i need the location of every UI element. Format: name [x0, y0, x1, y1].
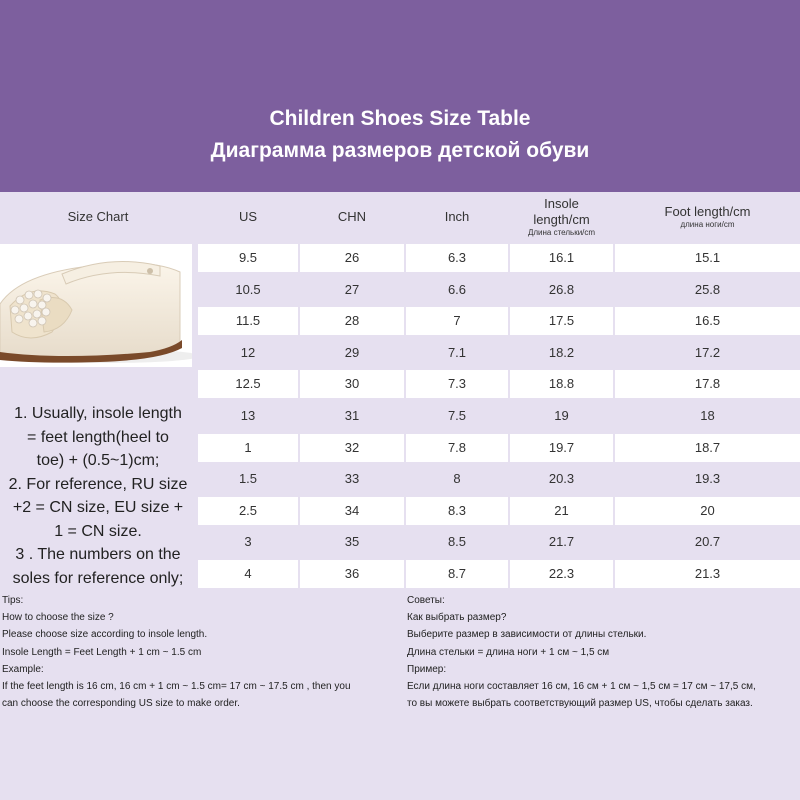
cell-foot: 18.7 [615, 434, 800, 462]
cell-us: 9.5 [198, 244, 298, 272]
title-russian: Диаграмма размеров детской обуви [210, 139, 590, 162]
cell-foot: 25.8 [615, 276, 800, 304]
cell-chn: 35 [300, 528, 404, 556]
tip-line: Длина стельки = длина ноги + 1 см ~ 1,5 см [407, 646, 610, 658]
cell-insole: 19.7 [510, 434, 613, 462]
tip-line: Пример: [407, 663, 447, 675]
size-notes [0, 370, 196, 592]
cell-chn: 34 [300, 497, 404, 525]
cell-chn: 30 [300, 370, 404, 398]
cell-foot: 20.7 [615, 528, 800, 556]
note-line: soles for reference only; [12, 569, 184, 587]
note-line: 2. For reference, RU size [8, 475, 188, 493]
header-inch: Inch [406, 192, 508, 242]
tip-line: can choose the corresponding US size to make order. [2, 698, 240, 710]
tip-line: Please choose size according to insole length. [2, 629, 208, 641]
cell-foot: 16.5 [615, 307, 800, 335]
cell-insole: 18.8 [510, 370, 613, 398]
header-chn: CHN [300, 192, 404, 242]
tip-line: Insole Length = Feet Length + 1 cm ~ 1.5 cm [2, 646, 202, 658]
tip-line: Советы: [407, 595, 445, 606]
cell-insole: 26.8 [510, 276, 613, 304]
cell-us: 1.5 [198, 465, 298, 493]
cell-foot: 17.8 [615, 370, 800, 398]
cell-insole: 16.1 [510, 244, 613, 272]
cell-us: 4 [198, 560, 298, 588]
note-line: 1. Usually, insole length [14, 405, 182, 422]
note-line: = feet length(heel to [27, 428, 169, 446]
cell-insole: 18.2 [510, 339, 613, 367]
cell-us: 1 [198, 434, 298, 462]
cell-insole: 21 [510, 497, 613, 525]
header-us: US [198, 192, 298, 242]
cell-inch: 7.3 [406, 370, 508, 398]
cell-us: 3 [198, 528, 298, 556]
cell-insole: 19 [510, 402, 613, 430]
cell-chn: 31 [300, 402, 404, 430]
cell-foot: 18 [615, 402, 800, 430]
title-banner [0, 0, 800, 192]
tip-line: то вы можете выбрать соответствующий размер US, чтобы сделать заказ. [407, 698, 753, 710]
cell-inch: 7.8 [406, 434, 508, 462]
cell-insole: 22.3 [510, 560, 613, 588]
cell-us: 2.5 [198, 497, 298, 525]
note-line: +2 = CN size, EU size + [12, 499, 184, 516]
cell-insole: 20.3 [510, 465, 613, 493]
cell-chn: 32 [300, 434, 404, 462]
tip-line: Как выбрать размер? [407, 612, 507, 624]
cell-inch: 8.5 [406, 528, 508, 556]
cell-foot: 21.3 [615, 560, 800, 588]
cell-insole: 21.7 [510, 528, 613, 556]
tips-section [0, 592, 800, 800]
cell-insole: 17.5 [510, 307, 613, 335]
cell-inch: 7.5 [406, 402, 508, 430]
tip-line: Example: [2, 663, 44, 675]
header-insole: Insole length/cm Длина стельки/cm [510, 192, 613, 242]
cell-us: 10.5 [198, 276, 298, 304]
header-size-chart: Size Chart [0, 192, 196, 242]
header-foot: Foot length/cm длина ноги/cm [615, 192, 800, 242]
note-line: toe) + (0.5~1)cm; [36, 452, 160, 469]
cell-inch: 7 [406, 307, 508, 335]
tips-english [2, 592, 402, 712]
cell-inch: 6.3 [406, 244, 508, 272]
title-english: Children Shoes Size Table [269, 107, 531, 130]
tip-line: Tips: [2, 595, 24, 606]
tip-line: Выберите размер в зависимости от длины стельки. [407, 629, 647, 641]
cell-chn: 33 [300, 465, 404, 493]
cell-foot: 20 [615, 497, 800, 525]
cell-inch: 8.7 [406, 560, 508, 588]
cell-chn: 26 [300, 244, 404, 272]
cell-chn: 27 [300, 276, 404, 304]
note-line: 3 . The numbers on the [15, 546, 181, 563]
cell-inch: 8 [406, 465, 508, 493]
shoe-image [0, 244, 192, 367]
cell-us: 13 [198, 402, 298, 430]
cell-chn: 29 [300, 339, 404, 367]
tip-line: How to choose the size ? [2, 612, 114, 624]
cell-us: 11.5 [198, 307, 298, 335]
tips-russian [407, 592, 800, 712]
cell-foot: 15.1 [615, 244, 800, 272]
tip-line: If the feet length is 16 cm, 16 cm + 1 cm ~ 1.5 cm= 17 cm ~ 17.5 cm , then you [2, 680, 351, 692]
cell-inch: 6.6 [406, 276, 508, 304]
note-line: 1 = CN size. [54, 522, 142, 540]
cell-foot: 17.2 [615, 339, 800, 367]
cell-foot: 19.3 [615, 465, 800, 493]
cell-chn: 28 [300, 307, 404, 335]
tip-line: Если длина ноги составляет 16 см, 16 см + 1 см ~ 1,5 см = 17 см ~ 17,5 см, [407, 680, 756, 692]
cell-inch: 7.1 [406, 339, 508, 367]
cell-chn: 36 [300, 560, 404, 588]
cell-us: 12.5 [198, 370, 298, 398]
cell-inch: 8.3 [406, 497, 508, 525]
cell-us: 12 [198, 339, 298, 367]
